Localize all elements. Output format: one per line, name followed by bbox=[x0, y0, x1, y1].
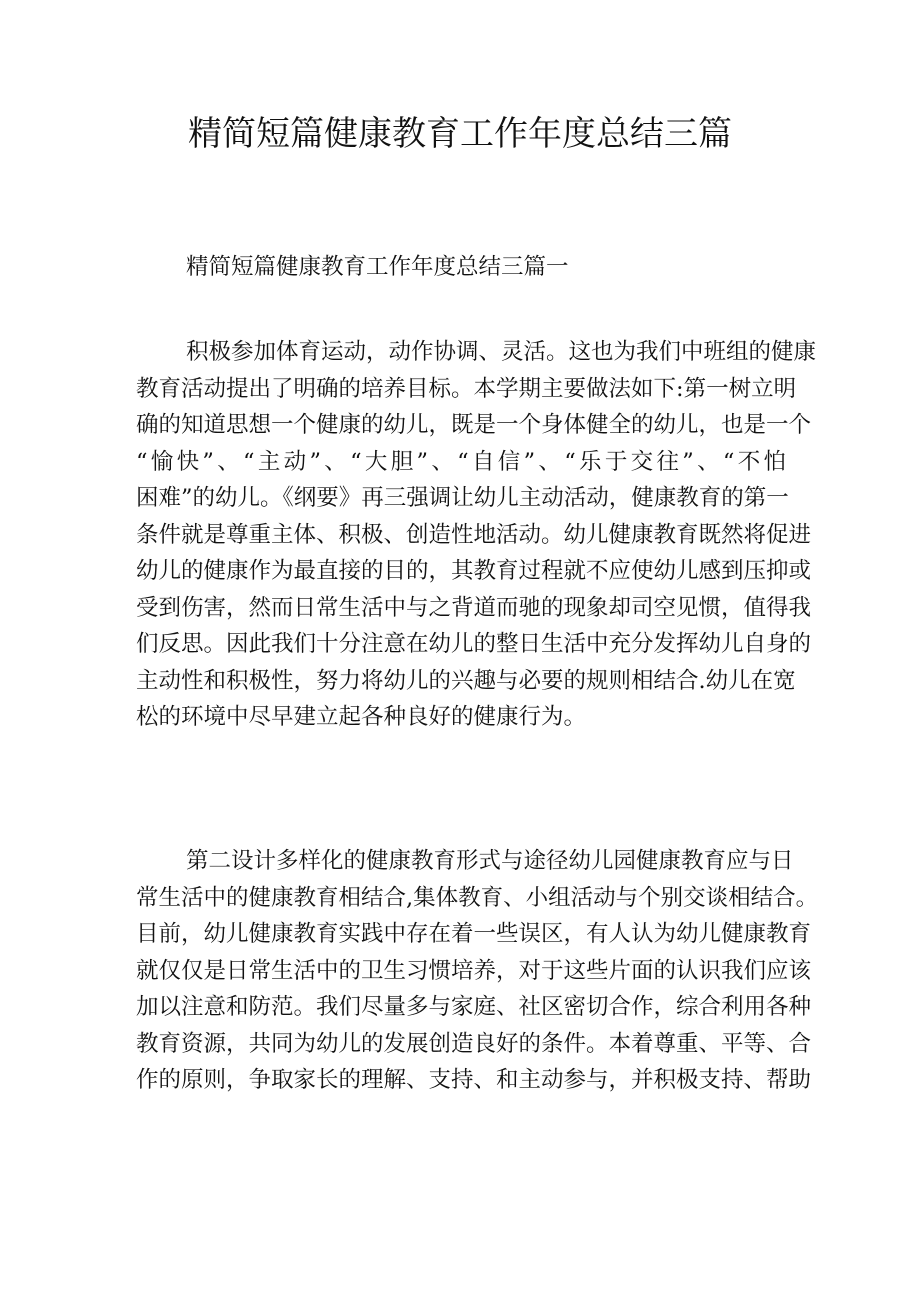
paragraph-line: 确的知道思想一个健康的幼儿，既是一个身体健全的幼儿，也是一个 bbox=[136, 412, 812, 438]
paragraph-2 bbox=[136, 843, 819, 1099]
paragraph-line: 就仅仅是日常生活中的卫生习惯培养，对于这些片面的认识我们应该 bbox=[136, 957, 812, 984]
paragraph-line: 常生活中的健康教育相结合,集体教育、小组活动与个别交谈相结合。 bbox=[136, 884, 819, 911]
paragraph-line: 松的环境中尽早建立起各种良好的健康行为。 bbox=[136, 704, 587, 730]
paragraph-line: 幼儿的健康作为最直接的目的，其教育过程就不应使幼儿感到压抑或 bbox=[136, 558, 812, 584]
paragraph-line: 目前，幼儿健康教育实践中存在着一些误区，有人认为幼儿健康教育 bbox=[136, 921, 812, 947]
paragraph-line: 第二设计多样化的健康教育形式与途径幼儿园健康教育应与日 bbox=[186, 848, 794, 874]
paragraph-line: 条件就是尊重主体、积极、创造性地活动。幼儿健康教育既然将促进 bbox=[136, 521, 812, 548]
paragraph-line: 受到伤害，然而日常生活中与之背道而驰的现象却司空见惯，值得我 bbox=[136, 594, 812, 621]
paragraph-line: 困难”的幼儿。《纲要》再三强调让幼儿主动活动，健康教育的第一 bbox=[136, 485, 789, 511]
paragraph-1 bbox=[136, 334, 817, 736]
section-heading: 精简短篇健康教育工作年度总结三篇一 bbox=[186, 254, 569, 280]
paragraph-line: 主动性和积极性，努力将幼儿的兴趣与必要的规则相结合.幼儿在宽 bbox=[136, 667, 796, 694]
paragraph-line: 教育资源，共同为幼儿的发展创造良好的条件。本着尊重、平等、合 bbox=[136, 1030, 812, 1057]
paragraph-line: 教育活动提出了明确的培养目标。本学期主要做法如下:第一树立明 bbox=[136, 375, 797, 402]
paragraph-line: 作的原则，争取家长的理解、支持、和主动参与，并积极支持、帮助 bbox=[136, 1067, 812, 1093]
document-title: 精简短篇健康教育工作年度总结三篇 bbox=[188, 114, 732, 154]
paragraph-line: 积极参加体育运动，动作协调、灵活。这也为我们中班组的健康 bbox=[186, 339, 817, 365]
paragraph-line: 加以注意和防范。我们尽量多与家庭、社区密切合作，综合利用各种 bbox=[136, 994, 812, 1020]
paragraph-line: “愉快”、“主动”、“大胆”、“自信”、“乐于交往”、“不怕 bbox=[136, 448, 786, 475]
paragraph-line: 们反思。因此我们十分注意在幼儿的整日生活中充分发挥幼儿自身的 bbox=[136, 631, 812, 657]
